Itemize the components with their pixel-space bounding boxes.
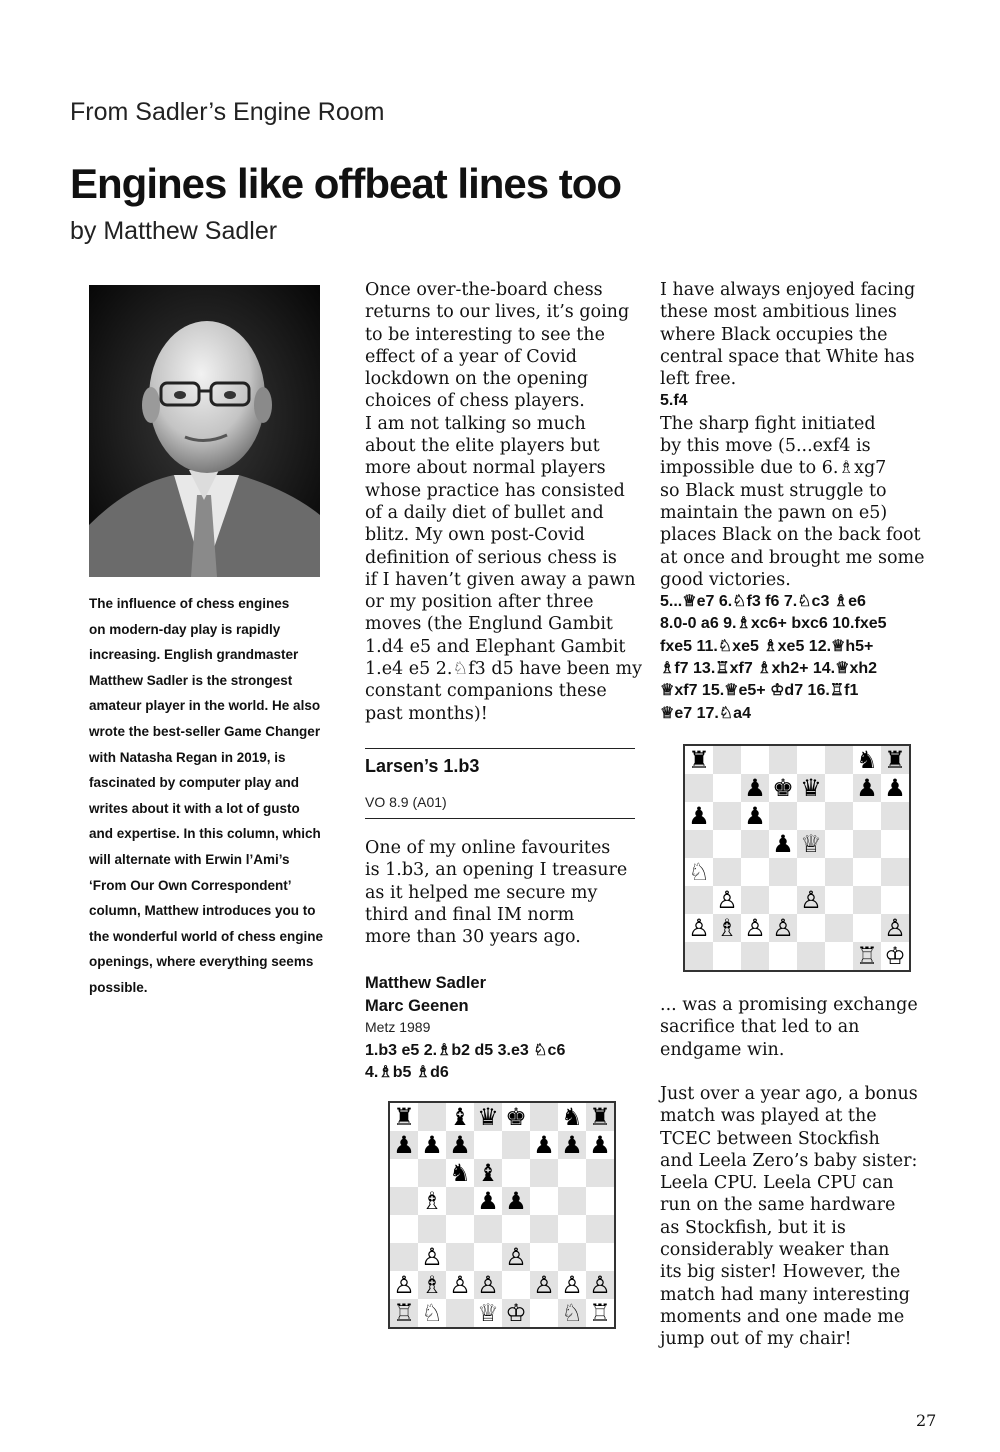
board-square: [530, 1103, 558, 1131]
text-line: The sharp fight initiated: [660, 413, 876, 434]
board-square: [530, 1299, 558, 1327]
kicker: From Sadler’s Engine Room: [70, 98, 385, 126]
board-square: [741, 942, 769, 970]
board-square: [558, 1243, 586, 1271]
text-line: places Black on the back foot: [660, 525, 921, 546]
board-square: [558, 1159, 586, 1187]
white-rook-icon: ♖: [586, 1299, 614, 1327]
text-line: match was played at the: [660, 1106, 877, 1127]
board-square: [713, 774, 741, 802]
white-pawn-icon: ♙: [685, 914, 713, 942]
text-line: or my position after three: [365, 592, 594, 613]
text-line: effect of a year of Covid: [365, 346, 577, 367]
black-pawn-icon: ♟: [769, 830, 797, 858]
caption-line: openings, where everything seems: [89, 954, 314, 970]
board-square: [502, 1159, 530, 1187]
text-line: more about normal players: [365, 458, 606, 479]
board-square: [502, 1271, 530, 1299]
text-line: so Black must struggle to: [660, 480, 887, 501]
black-pawn-icon: ♟: [685, 802, 713, 830]
black-player: Marc Geenen: [365, 996, 469, 1015]
white-queen-icon: ♕: [797, 830, 825, 858]
text-line: central space that White has: [660, 346, 915, 367]
text-line: endgame win.: [660, 1039, 785, 1060]
black-bishop-icon: ♝: [474, 1159, 502, 1187]
text-line: definition of serious chess is: [365, 547, 617, 568]
board-square: [530, 1159, 558, 1187]
black-rook-icon: ♜: [390, 1103, 418, 1131]
text-line: to be interesting to see the: [365, 324, 605, 345]
board-square: [741, 886, 769, 914]
col3-paragraph-3: [660, 994, 950, 1061]
portrait-image: [89, 285, 320, 577]
white-pawn-icon: ♙: [769, 914, 797, 942]
text-line: as Stockfish, but it is: [660, 1217, 846, 1238]
board-square: [685, 886, 713, 914]
move-line: 1.b3 e5 2.♗b2 d5 3.e3 ♘c6: [365, 1042, 566, 1059]
white-bishop-icon: ♗: [713, 914, 741, 942]
board-square: [769, 886, 797, 914]
text-line: choices of chess players.: [365, 391, 585, 412]
move-line: ♕e7 17.♘a4: [660, 704, 751, 722]
board-square: [502, 1131, 530, 1159]
white-knight-icon: ♘: [418, 1299, 446, 1327]
white-bishop-icon: ♗: [418, 1271, 446, 1299]
caption-line: Matthew Sadler is the strongest: [89, 672, 293, 688]
board-square: [685, 774, 713, 802]
move-line: 8.0-0 a6 9.♗xc6+ bxc6 10.fxe5: [660, 615, 887, 633]
text-line: I am not talking so much: [365, 413, 586, 434]
text-line: match had many interesting: [660, 1284, 910, 1305]
board-square: [586, 1243, 614, 1271]
white-pawn-icon: ♙: [741, 914, 769, 942]
board-square: [685, 942, 713, 970]
white-pawn-icon: ♙: [446, 1271, 474, 1299]
board-square: [713, 746, 741, 774]
move-line: ♕xf7 15.♕e5+ ♔d7 16.♖f1: [660, 682, 859, 700]
board-square: [769, 746, 797, 774]
white-pawn-icon: ♙: [502, 1243, 530, 1271]
board-square: [853, 914, 881, 942]
board-square: [881, 802, 909, 830]
board-square: [530, 1187, 558, 1215]
text-line: One of my online favourites: [365, 838, 611, 858]
black-pawn-icon: ♟: [741, 802, 769, 830]
board-square: [769, 942, 797, 970]
caption-line: increasing. English grandmaster: [89, 647, 299, 663]
black-pawn-icon: ♟: [853, 774, 881, 802]
board-square: [474, 1131, 502, 1159]
caption-line: fascinated by computer play and: [89, 775, 300, 791]
section-title: Larsen’s 1.b3: [365, 756, 480, 776]
caption-line: wrote the best-seller Game Changer: [89, 723, 321, 739]
board-square: [797, 858, 825, 886]
favourite-paragraph: [365, 837, 655, 948]
text-line: and Leela Zero’s baby sister:: [660, 1150, 918, 1171]
black-bishop-icon: ♝: [446, 1103, 474, 1131]
caption-line: writes about it with a lot of gusto: [89, 800, 300, 816]
black-pawn-icon: ♟: [446, 1131, 474, 1159]
black-pawn-icon: ♟: [530, 1131, 558, 1159]
move-line: 4.♗b5 ♗d6: [365, 1064, 449, 1082]
board-square: [769, 802, 797, 830]
white-pawn-icon: ♙: [418, 1243, 446, 1271]
chess-board-final: [683, 744, 911, 972]
text-line: Just over a year ago, a bonus: [660, 1084, 918, 1104]
board-square: [390, 1159, 418, 1187]
move-line: 5...♕e7 6.♘f3 f6 7.♘c3 ♗e6: [660, 593, 866, 611]
article-title: Engines like offbeat lines too: [70, 160, 622, 207]
intro-paragraph: [365, 279, 655, 725]
page-number: 27: [916, 1411, 937, 1430]
board-square: [825, 774, 853, 802]
board-square: [390, 1215, 418, 1243]
black-pawn-icon: ♟: [558, 1131, 586, 1159]
white-pawn-icon: ♙: [586, 1271, 614, 1299]
board-square: [825, 914, 853, 942]
board-square: [418, 1103, 446, 1131]
caption-line: and expertise. In this column, which: [89, 826, 321, 842]
board-square: [558, 1215, 586, 1243]
text-line: impossible due to 6.♗xg7: [660, 458, 887, 479]
game-players: [365, 972, 486, 1017]
black-knight-icon: ♞: [853, 746, 881, 774]
text-line: 1.e4 e5 2.♘f3 d5 have been my: [365, 659, 643, 680]
chess-board-opening: [388, 1101, 616, 1329]
board-square: [586, 1159, 614, 1187]
move-line: fxe5 11.♘xe5 ♗xe5 12.♕h5+: [660, 637, 874, 655]
board-square: [685, 830, 713, 858]
col3-paragraph-4: [660, 1083, 950, 1351]
black-pawn-icon: ♟: [418, 1131, 446, 1159]
game-venue: Metz 1989: [365, 1019, 431, 1035]
board-square: [474, 1215, 502, 1243]
board-square: [741, 858, 769, 886]
eco-code: VO 8.9 (A01): [365, 794, 447, 810]
author-photo: [89, 285, 320, 577]
byline: by Matthew Sadler: [70, 217, 278, 245]
move-5: 5.f4: [660, 392, 688, 410]
white-king-icon: ♔: [881, 942, 909, 970]
caption-line: will alternate with Erwin l’Ami’s: [89, 851, 290, 867]
text-line: returns to our lives, it’s going: [365, 302, 630, 323]
text-line: where Black occupies the: [660, 324, 888, 345]
board-square: [825, 802, 853, 830]
white-knight-icon: ♘: [558, 1299, 586, 1327]
board-square: [586, 1187, 614, 1215]
board-square: [797, 942, 825, 970]
board-square: [713, 858, 741, 886]
board-square: [825, 830, 853, 858]
white-pawn-icon: ♙: [530, 1271, 558, 1299]
board-square: [713, 802, 741, 830]
board-square: [741, 746, 769, 774]
text-line: ... was a promising exchange: [660, 995, 918, 1015]
text-line: blitz. My own post-Covid: [365, 525, 585, 546]
black-rook-icon: ♜: [586, 1103, 614, 1131]
text-line: third and final IM norm: [365, 904, 575, 925]
board-square: [741, 830, 769, 858]
white-rook-icon: ♖: [853, 942, 881, 970]
text-line: 1.d4 e5 and Elephant Gambit: [365, 636, 626, 657]
board-square: [418, 1159, 446, 1187]
board-square: [502, 1215, 530, 1243]
board-square: [853, 886, 881, 914]
white-pawn-icon: ♙: [797, 886, 825, 914]
board-square: [418, 1215, 446, 1243]
opening-moves: [365, 1040, 565, 1085]
move-line: ♗f7 13.♖xf7 ♗xh2+ 14.♕xh2: [660, 660, 878, 678]
board-square: [446, 1187, 474, 1215]
text-line: moments and one made me: [660, 1306, 905, 1327]
white-pawn-icon: ♙: [558, 1271, 586, 1299]
white-bishop-icon: ♗: [418, 1187, 446, 1215]
white-pawn-icon: ♙: [881, 914, 909, 942]
text-line: moves (the Englund Gambit: [365, 614, 613, 635]
text-line: as it helped me secure my: [365, 882, 598, 903]
board-square: [853, 830, 881, 858]
black-knight-icon: ♞: [558, 1103, 586, 1131]
board-square: [825, 942, 853, 970]
board-square: [881, 830, 909, 858]
board-square: [825, 886, 853, 914]
black-pawn-icon: ♟: [502, 1187, 530, 1215]
board-square: [797, 914, 825, 942]
white-king-icon: ♔: [502, 1299, 530, 1327]
black-rook-icon: ♜: [685, 746, 713, 774]
text-line: I have always enjoyed facing: [660, 280, 916, 300]
board-square: [530, 1243, 558, 1271]
board-square: [558, 1187, 586, 1215]
text-line: Leela CPU. Leela CPU can: [660, 1173, 894, 1194]
caption-line: column, Matthew introduces you to: [89, 903, 316, 919]
black-rook-icon: ♜: [881, 746, 909, 774]
text-line: TCEC between Stockfish: [660, 1128, 880, 1149]
text-line: at once and brought me some: [660, 547, 925, 568]
caption-line: on modern-day play is rapidly: [89, 621, 281, 637]
board-square: [530, 1215, 558, 1243]
board-square: [713, 830, 741, 858]
text-line: past months)!: [365, 703, 488, 724]
board-square: [390, 1243, 418, 1271]
text-line: maintain the pawn on e5): [660, 502, 888, 523]
photo-caption: [89, 591, 351, 1001]
board-square: [446, 1215, 474, 1243]
text-line: run on the same hardware: [660, 1195, 896, 1216]
board-square: [825, 858, 853, 886]
black-king-icon: ♚: [502, 1103, 530, 1131]
text-line: lockdown on the opening: [365, 369, 589, 390]
black-pawn-icon: ♟: [474, 1187, 502, 1215]
board-square: [769, 858, 797, 886]
caption-line: The influence of chess engines: [89, 596, 290, 611]
section-rule-top: [365, 748, 635, 749]
black-queen-icon: ♛: [797, 774, 825, 802]
white-knight-icon: ♘: [685, 858, 713, 886]
text-line: is 1.b3, an opening I treasure: [365, 860, 628, 881]
white-pawn-icon: ♙: [713, 886, 741, 914]
text-line: its big sister! However, the: [660, 1262, 901, 1283]
black-pawn-icon: ♟: [586, 1131, 614, 1159]
board-square: [797, 746, 825, 774]
white-player: Matthew Sadler: [365, 974, 487, 992]
caption-line: ‘From Our Own Correspondent’: [89, 877, 292, 893]
text-line: about the elite players but: [365, 436, 600, 457]
caption-line: possible.: [89, 979, 148, 995]
section-rule-bottom: [365, 818, 635, 819]
board-square: [390, 1187, 418, 1215]
caption-line: with Natasha Regan in 2019, is: [89, 749, 286, 765]
white-pawn-icon: ♙: [390, 1271, 418, 1299]
text-line: Once over-the-board chess: [365, 280, 603, 300]
text-line: by this move (5...exf4 is: [660, 436, 871, 457]
board-square: [797, 802, 825, 830]
board-square: [446, 1299, 474, 1327]
black-queen-icon: ♛: [474, 1103, 502, 1131]
board-square: [881, 886, 909, 914]
text-line: sacrifice that led to an: [660, 1017, 860, 1038]
caption-line: the wonderful world of chess engine: [89, 928, 324, 944]
text-line: jump out of my chair!: [660, 1329, 852, 1350]
board-square: [586, 1215, 614, 1243]
white-rook-icon: ♖: [390, 1299, 418, 1327]
col3-paragraph-1: [660, 279, 950, 725]
black-pawn-icon: ♟: [741, 774, 769, 802]
board-square: [446, 1243, 474, 1271]
black-pawn-icon: ♟: [881, 774, 909, 802]
text-line: more than 30 years ago.: [365, 927, 581, 948]
text-line: good victories.: [660, 569, 791, 590]
board-square: [853, 802, 881, 830]
text-line: of a daily diet of bullet and: [365, 502, 604, 523]
board-square: [474, 1243, 502, 1271]
board-square: [825, 746, 853, 774]
text-line: considerably weaker than: [660, 1240, 890, 1261]
caption-line: amateur player in the world. He also: [89, 698, 321, 714]
board-square: [713, 942, 741, 970]
text-line: whose practice has consisted: [365, 480, 625, 501]
white-pawn-icon: ♙: [474, 1271, 502, 1299]
text-line: constant companions these: [365, 681, 607, 702]
text-line: left free.: [660, 369, 737, 390]
black-knight-icon: ♞: [446, 1159, 474, 1187]
board-square: [881, 858, 909, 886]
white-queen-icon: ♕: [474, 1299, 502, 1327]
board-square: [853, 858, 881, 886]
text-line: these most ambitious lines: [660, 302, 897, 323]
text-line: if I haven’t given away a pawn: [365, 569, 636, 590]
black-pawn-icon: ♟: [390, 1131, 418, 1159]
black-king-icon: ♚: [769, 774, 797, 802]
